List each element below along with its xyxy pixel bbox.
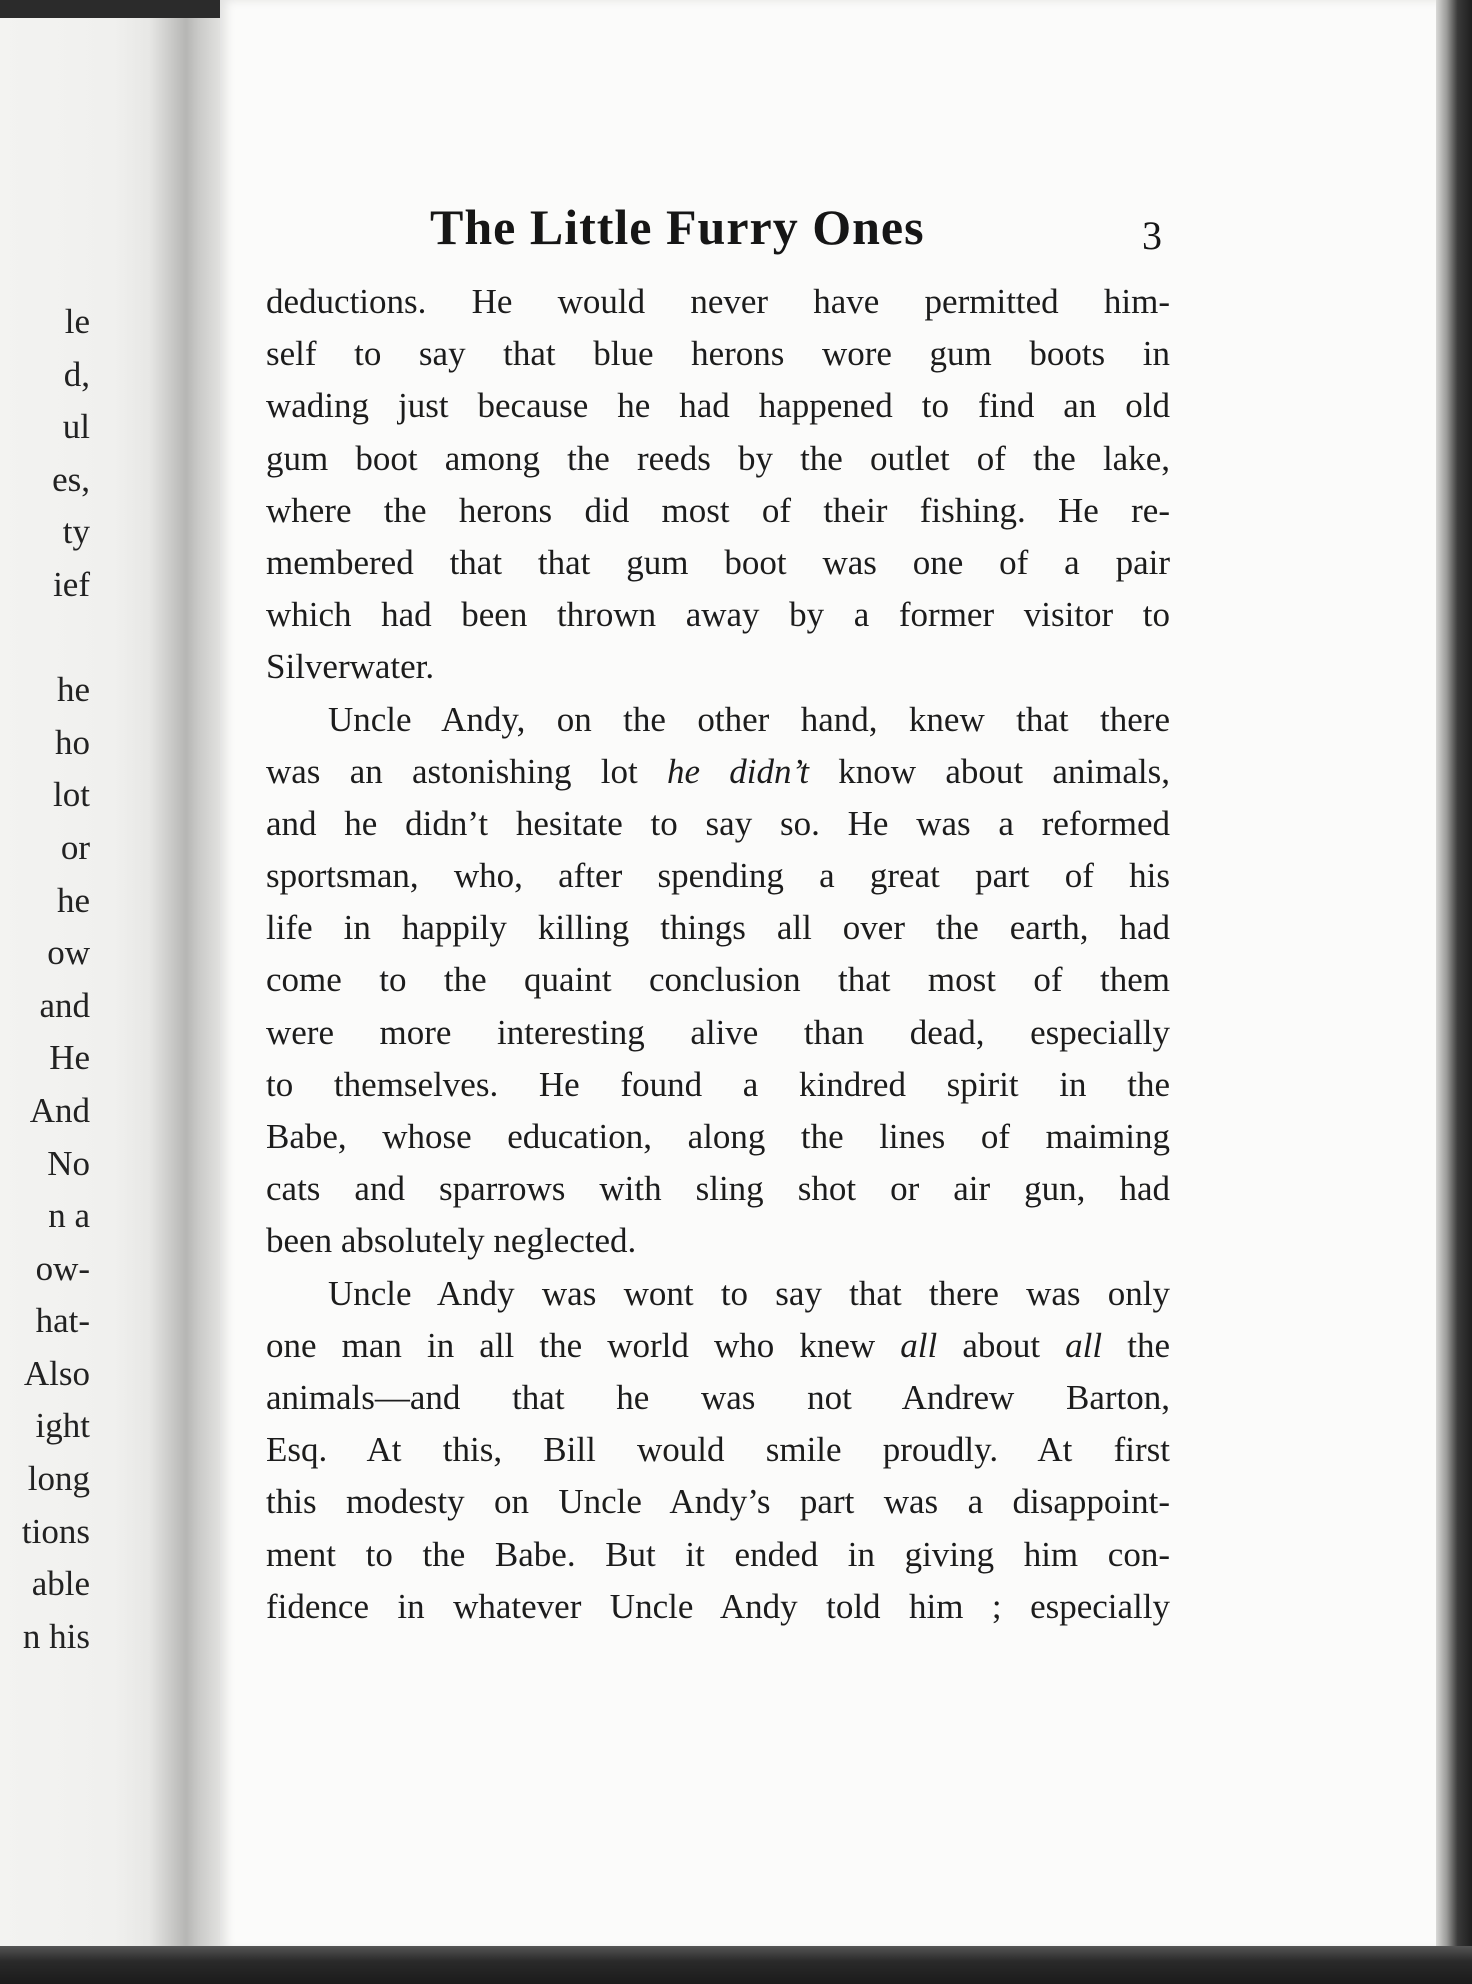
previous-page-line: Also (23, 1353, 90, 1393)
italic-run: all (1065, 1325, 1103, 1365)
italic-run: he didn’t (666, 751, 810, 791)
text-line (266, 746, 1170, 798)
previous-page-line: ow (47, 933, 90, 973)
text-line: wading just because he had happened to find an old (266, 386, 1170, 426)
text-line: deductions. He would never have permitted him- (266, 282, 1170, 321)
text-line: sportsman, who, after spending a great part of his (266, 856, 1170, 896)
running-head-title: The Little Furry Ones (430, 199, 925, 255)
text-line: cats and sparrows with sling shot or air gun, had (266, 1169, 1170, 1209)
text-line: Babe, whose education, along the lines of maiming (266, 1117, 1170, 1156)
text-line: Silverwater. (266, 647, 435, 687)
page-number: 3 (1142, 213, 1162, 258)
text-line: where the herons did most of their fishing. He re- (266, 490, 1170, 530)
text-run: know about animals, (809, 751, 1170, 791)
text-run: one man in all the world who knew (266, 1325, 901, 1365)
text-run: the (1102, 1325, 1170, 1365)
text-line: Uncle Andy, on the other hand, knew that there (328, 699, 1170, 739)
text-line: ment to the Babe. But it ended in giving him con- (266, 1534, 1170, 1574)
previous-page-line: or (60, 827, 90, 867)
body-text (266, 276, 1170, 1633)
text-line: and he didn’t hesitate to say so. He was a reformed (266, 803, 1170, 843)
text-line: to themselves. He found a kindred spirit in the (266, 1064, 1170, 1104)
previous-page-line: hat- (35, 1301, 90, 1341)
text-line: were more interesting alive than dead, especially (266, 1012, 1170, 1052)
previous-page-line: n his (22, 1616, 90, 1656)
previous-page-line: ty (62, 512, 90, 552)
text-line: which had been thrown away by a former visitor to (266, 595, 1170, 635)
text-line: this modesty on Uncle Andy’s part was a disappoint- (266, 1482, 1170, 1522)
previous-page-line: able (31, 1564, 90, 1604)
italic-run: all (900, 1325, 938, 1365)
previous-page-line: ho (55, 722, 90, 762)
previous-page-line: es, (52, 459, 90, 499)
previous-page-line: ief (53, 564, 90, 604)
text-line: Uncle Andy was wont to say that there was only (328, 1273, 1170, 1313)
previous-page-line: d, (63, 354, 90, 394)
previous-page-line: No (47, 1143, 90, 1183)
previous-page-line: tions (21, 1511, 90, 1551)
previous-page-line: le (64, 302, 90, 341)
previous-page-line: he (56, 880, 90, 920)
text-line: come to the quaint conclusion that most of them (266, 960, 1170, 1000)
previous-page-line: and (39, 985, 90, 1025)
previous-page-line (22, 612, 90, 665)
previous-page-text (22, 296, 90, 1663)
text-line: fidence in whatever Uncle Andy told him ; especially (266, 1586, 1170, 1626)
previous-page-line: he (56, 670, 90, 710)
running-head (420, 198, 1180, 258)
page-edge-bottom (0, 1946, 1472, 1984)
previous-page-line: n a (48, 1196, 90, 1236)
text-line: gum boot among the reeds by the outlet of the lake, (266, 438, 1170, 478)
previous-page-line: ul (62, 407, 90, 447)
previous-page-line: ight (35, 1406, 90, 1446)
text-line: life in happily killing things all over the earth, had (266, 908, 1170, 948)
previous-page-line: And (29, 1090, 90, 1130)
text-line: Esq. At this, Bill would smile proudly. At first (266, 1430, 1170, 1470)
text-line: been absolutely neglected. (266, 1221, 637, 1261)
previous-page-line: He (49, 1038, 90, 1078)
previous-page-line: ow- (35, 1248, 90, 1288)
text-line: animals—and that he was not Andrew Barton, (266, 1377, 1170, 1417)
book-gutter (150, 18, 230, 1948)
text-line: self to say that blue herons wore gum boots in (266, 334, 1170, 374)
previous-page-line: lot (53, 775, 90, 815)
text-run: about (937, 1325, 1066, 1365)
text-line: membered that that gum boot was one of a pair (266, 542, 1170, 582)
page-edge-right (1436, 0, 1472, 1984)
text-line (266, 1320, 1170, 1372)
previous-page-line: long (27, 1459, 90, 1499)
text-run: was an astonishing lot (266, 751, 667, 791)
